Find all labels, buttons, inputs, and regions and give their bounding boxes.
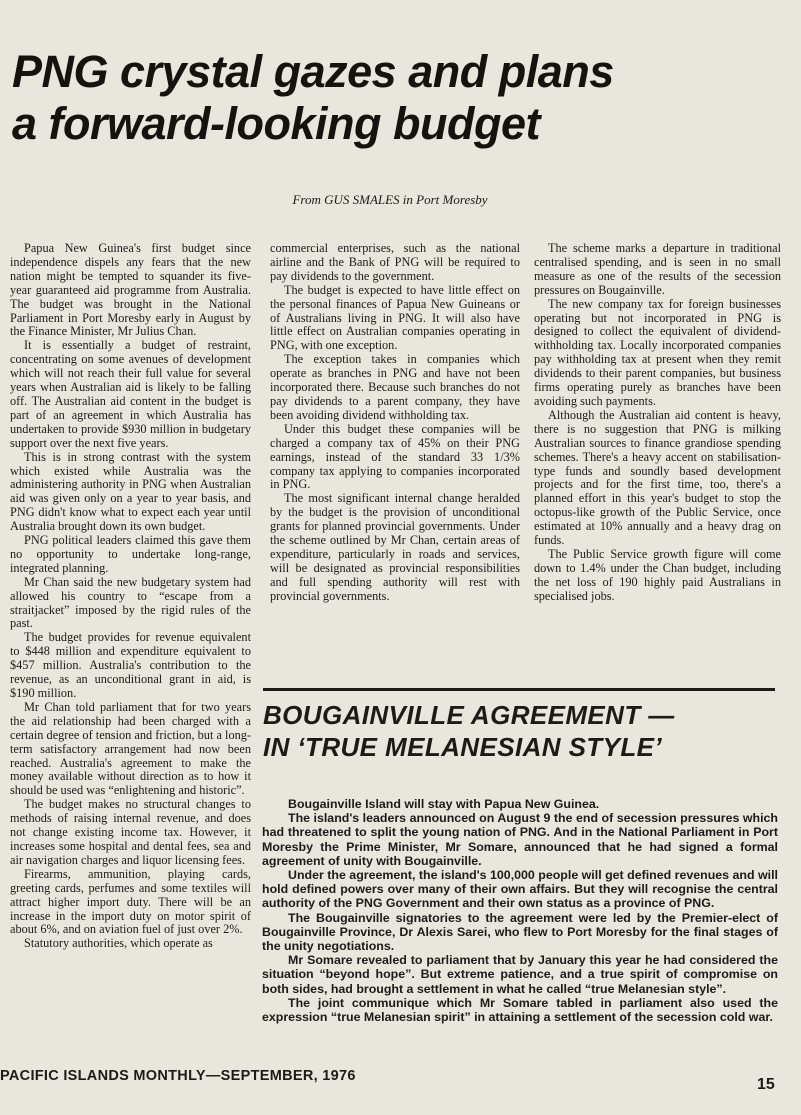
byline: From GUS SMALES in Port Moresby xyxy=(292,192,488,207)
headline-line-1: PNG crystal gazes and plans xyxy=(12,46,614,97)
paragraph: The joint communique which Mr Somare tabled in parliament also used the expression “true Melanesian spirit” in attaining a settlement of the secession cold war. xyxy=(262,995,778,1025)
paragraph: The budget provides for revenue equivalent to $448 million and expenditure equivalent to $457 million. Australia's contribution to the revenue, as an unconditional grant in aid, is $190 million. xyxy=(10,630,251,700)
article-column-2 xyxy=(270,242,520,604)
paragraph: Mr Chan told parliament that for two years the aid relationship had been charged with a certain degree of tension and friction, but a long-term satisfactory arrangement had now been reached. Australia's agreement to make the money available without direction as to how it should be used was “enlightening and historic”. xyxy=(10,699,251,798)
paragraph: PNG political leaders claimed this gave them no opportunity to undertake long-range, integrated planning. xyxy=(10,533,251,575)
sidebar-headline xyxy=(263,699,793,763)
paragraph: The Public Service growth figure will come down to 1.4% under the Chan budget, including the net loss of 190 highly paid Australians in specialised jobs. xyxy=(534,546,781,603)
paragraph: The new company tax for foreign businesses operating but not incorporated in PNG is designed to collect the equivalent of dividend-withholding tax. Locally incorporated companies pay withholding tax at present when they remit dividends to their parent companies, but business firms operating purely as branches have been avoiding such payments. xyxy=(534,296,781,408)
paragraph: It is essentially a budget of restraint, concentrating on some avenues of development which will not reach their full value for several years when Australian aid is likely to be falling off. The Australian aid content in the budget is part of an agreement in which Australia has undertaken to provide $930 million in budgetary support over the next five years. xyxy=(10,338,251,450)
sidebar-headline-line-1: BOUGAINVILLE AGREEMENT — xyxy=(263,700,675,730)
paragraph: commercial enterprises, such as the national airline and the Bank of PNG will be required to pay dividends to the government. xyxy=(270,241,520,283)
article-column-3 xyxy=(534,242,781,604)
paragraph: Statutory authorities, which operate as xyxy=(24,936,213,951)
article-column-1 xyxy=(10,242,251,951)
paragraph: Although the Australian aid content is heavy, there is no suggestion that PNG is milking Australian sources to finance grandiose spending schemes. There's a heavy accent on stabilisation-type funds and soundly based development projects and for the first time, too, there's a planned effort in this year's budget to stop the octopus-like growth of the Public Service, once estimated at 10% annually and a heavy drag on funds. xyxy=(534,407,781,548)
paragraph: Mr Somare revealed to parliament that by January this year he had considered the situation “beyond hope”. But extreme patience, and a true spirit of compromise on both sides, had brought a settlement in what he called “true Melanesian style”. xyxy=(262,953,778,996)
paragraph: The most significant internal change heralded by the budget is the provision of unconditional grants for planned provincial governments. Under the scheme outlined by Mr Chan, certain areas of expenditure, particularly in roads and services, will be designated as provincial responsibilities and full spending authority will rest with provincial governments. xyxy=(270,491,520,603)
section-divider xyxy=(263,688,775,691)
headline-line-2: a forward-looking budget xyxy=(12,98,540,149)
article-headline xyxy=(12,46,792,150)
paragraph: The Bougainville signatories to the agreement were led by the Premier-elect of Bougainville Province, Dr Alexis Sarei, who flew to Port Moresby for the final stages of the unity negotiations. xyxy=(262,910,778,954)
page-number: 15 xyxy=(757,1076,775,1093)
paragraph: Under this budget these companies will be charged a company tax of 45% on their PNG earnings, instead of the standard 33 1/3% company tax applying to companies incorporated in PNG. xyxy=(270,421,520,492)
paragraph: The budget makes no structural changes to methods of raising internal revenue, and does not change existing income tax. However, it increases some hospital and dental fees, sea and air navigation charges and liquor licensing fees. xyxy=(10,797,251,867)
paragraph: Firearms, ammunition, playing cards, greeting cards, perfumes and some textiles will attract higher import duty. There will be an increase in the import duty on motor spirit of about 6%, and on aviation fuel of just over 2%. xyxy=(10,866,251,937)
paragraph: Under the agreement, the island's 100,000 people will get defined revenues and will hold defined powers over many of their own affairs. But they will recognise the central authority of the PNG Government and their own status as a province of PNG. xyxy=(262,868,778,911)
paragraph: Papua New Guinea's first budget since independence dispels any fears that the new nation might be tempted to squander its five-year guaranteed aid programme from Australia. The budget was brought in the National Parliament in Port Moresby early in August by the Finance Minister, Mr Julius Chan. xyxy=(10,241,251,339)
paragraph: This is in strong contrast with the system which existed while Australia was the administering authority in PNG when Australian aid was given only on a year to year basis, and PNG didn't know what to expect each year until Australia brought down its own budget. xyxy=(10,449,251,534)
sidebar-body xyxy=(262,797,778,1024)
publication-footer: PACIFIC ISLANDS MONTHLY—SEPTEMBER, 1976 xyxy=(0,1068,356,1084)
paragraph: The scheme marks a departure in traditional centralised spending, and is seen in no small measure as one of the results of the secession pressures on Bougainville. xyxy=(534,241,781,297)
paragraph: The island's leaders announced on August 9 the end of secession pressures which had threatened to split the young nation of PNG. And in the National Parliament in Port Moresby the Prime Minister, Mr Somare, announced that he had signed a formal agreement of unity with Bougainville. xyxy=(262,811,778,868)
sidebar-headline-line-2: IN ‘TRUE MELANESIAN STYLE’ xyxy=(263,732,662,762)
paragraph: The budget is expected to have little effect on the personal finances of Papua New Guineans or of Australians living in PNG. It will also have little effect on Australian companies operating in PNG, with one exception. xyxy=(270,282,520,353)
paragraph: The exception takes in companies which operate as branches in PNG and have not been incorporated there. Because such branches do not pay dividends to a parent company, they have been avoiding dividend withholding tax. xyxy=(270,352,520,422)
paragraph: Mr Chan said the new budgetary system had allowed his country to “escape from a straitjacket” imposed by the rigid rules of the past. xyxy=(10,574,251,631)
paragraph: Bougainville Island will stay with Papua New Guinea. xyxy=(288,797,600,811)
